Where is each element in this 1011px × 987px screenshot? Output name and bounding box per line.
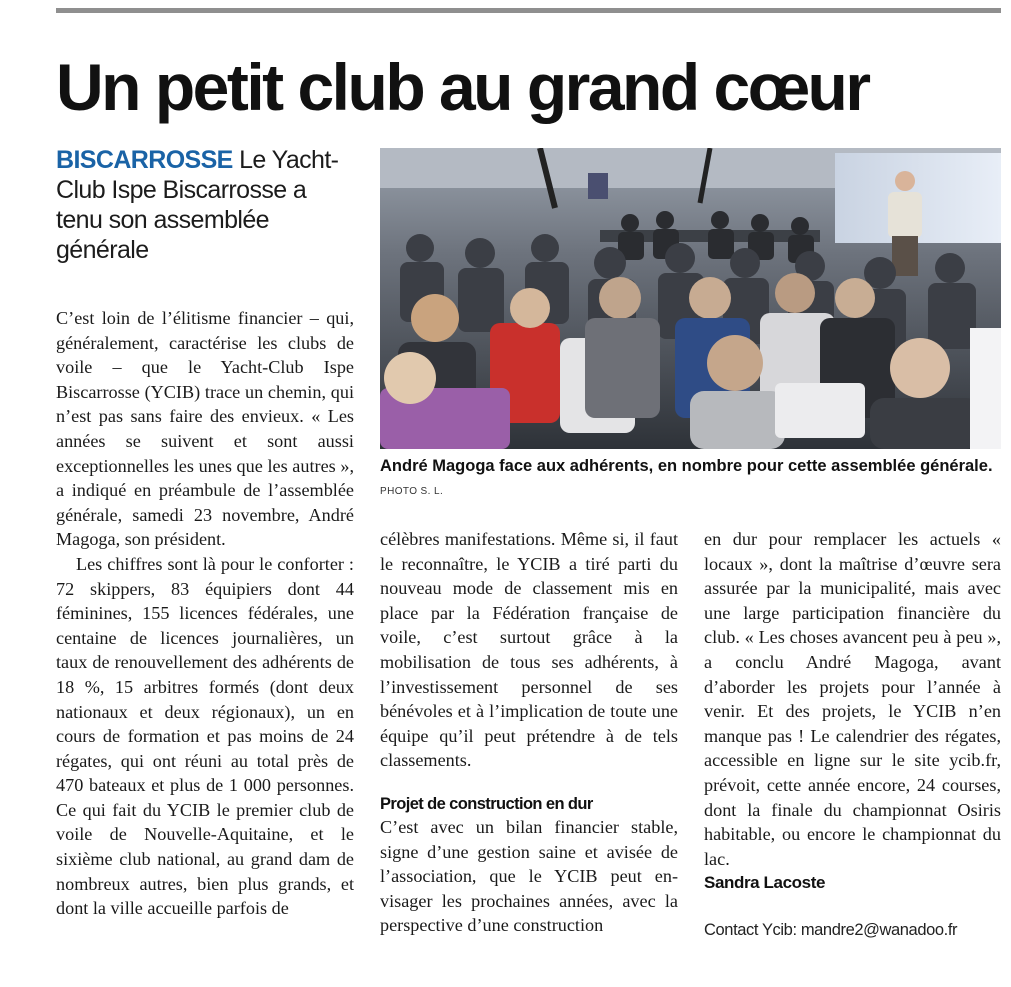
paragraph-3-continued: en dur pour remplacer les actuels « locaux », dont la maîtrise d’œuvre sera assurée par la municipalité, mais avec une large participation financière du club. « Les choses avancent peu à peu », a conclu André Magoga, avant d’aborder les projets pour l’année à venir. Et des projets, le YCIB n’en manque pas ! Le calendrier des régates, accessible en ligne sur le site ycib.fr, prévoit, cette année encore, 24 courses, dont la finale du championnat Osiris habitable, ou encore le championnat du lac. <box>704 529 1001 869</box>
standfirst-text: Le Yacht-Club Ispe Biscarrosse a tenu son assemblée générale <box>56 146 339 264</box>
top-rule <box>56 8 1001 13</box>
column-2 <box>380 527 678 938</box>
paragraph-2: Les chiffres sont là pour le conforter : 72 skippers, 83 équipiers dont 44 féminines, 155 licences fédérales, une centaine de licences journalières, un taux de renouvellement des adhérents de 18 %, 15 arbitres formés (dont deux nationaux et deux régionaux), un en cours de formation et pas moins de 24 régates, qui ont réuni au total près de 470 bateaux et plus de 1 000 personnes. Ce qui fait du YCIB le premier club de voile de Nouvelle-Aquitaine, et le sixième club national, au grand dam de nombreux autres, bien plus grands, et dont la ville accueille parfois de <box>56 553 354 919</box>
subheading: Projet de construction en dur <box>380 794 593 813</box>
author-signature: Sandra Lacoste <box>704 873 826 893</box>
column-1 <box>56 306 354 921</box>
caption-text: André Magoga face aux adhérents, en nombre pour cette assemblée générale. <box>380 457 993 475</box>
article-photo <box>380 148 1001 449</box>
paragraph-3: C’est avec un bilan financier stable, signe d’une gestion saine et avisée de l’association, que le YCIB peut envisager les prochaines années, avec la perspective d’une construction <box>380 816 678 936</box>
location-tag: BISCARROSSE <box>56 146 233 174</box>
meeting-room-illustration <box>380 148 1001 449</box>
paragraph-2-continued: célèbres manifestations. Même si, il faut le reconnaître, le YCIB a tiré parti du nouveau mode de classement mis en place par la Fédération française de voile, c’est surtout grâce à la mobilisation de tous ses adhérents, à l’investissement personnel de ses bénévoles et à l’implication de toute une équipe qu’il peut prétendre à de tels classements. <box>380 529 678 771</box>
standfirst <box>56 145 356 265</box>
contact-line: Contact Ycib: mandre2@wanadoo.fr <box>704 920 958 939</box>
paragraph-1: C’est loin de l’élitisme financier – qui, généralement, caractérise les clubs de voile – que le Yacht-Club Ispe Biscarrosse (YCIB) trace un chemin, qui n’est pas sans faire des envieux. « Les années se suivent et sont aussi exceptionnelles les unes que les autres », a indiqué en préambule de l’assemblée générale, samedi 23 novembre, André Magoga, son président. <box>56 308 354 550</box>
photo-caption <box>380 456 1001 502</box>
column-3 <box>704 527 1001 943</box>
photo-credit: PHOTO S. L. <box>380 486 444 497</box>
headline: Un petit club au grand cœur <box>56 50 869 124</box>
